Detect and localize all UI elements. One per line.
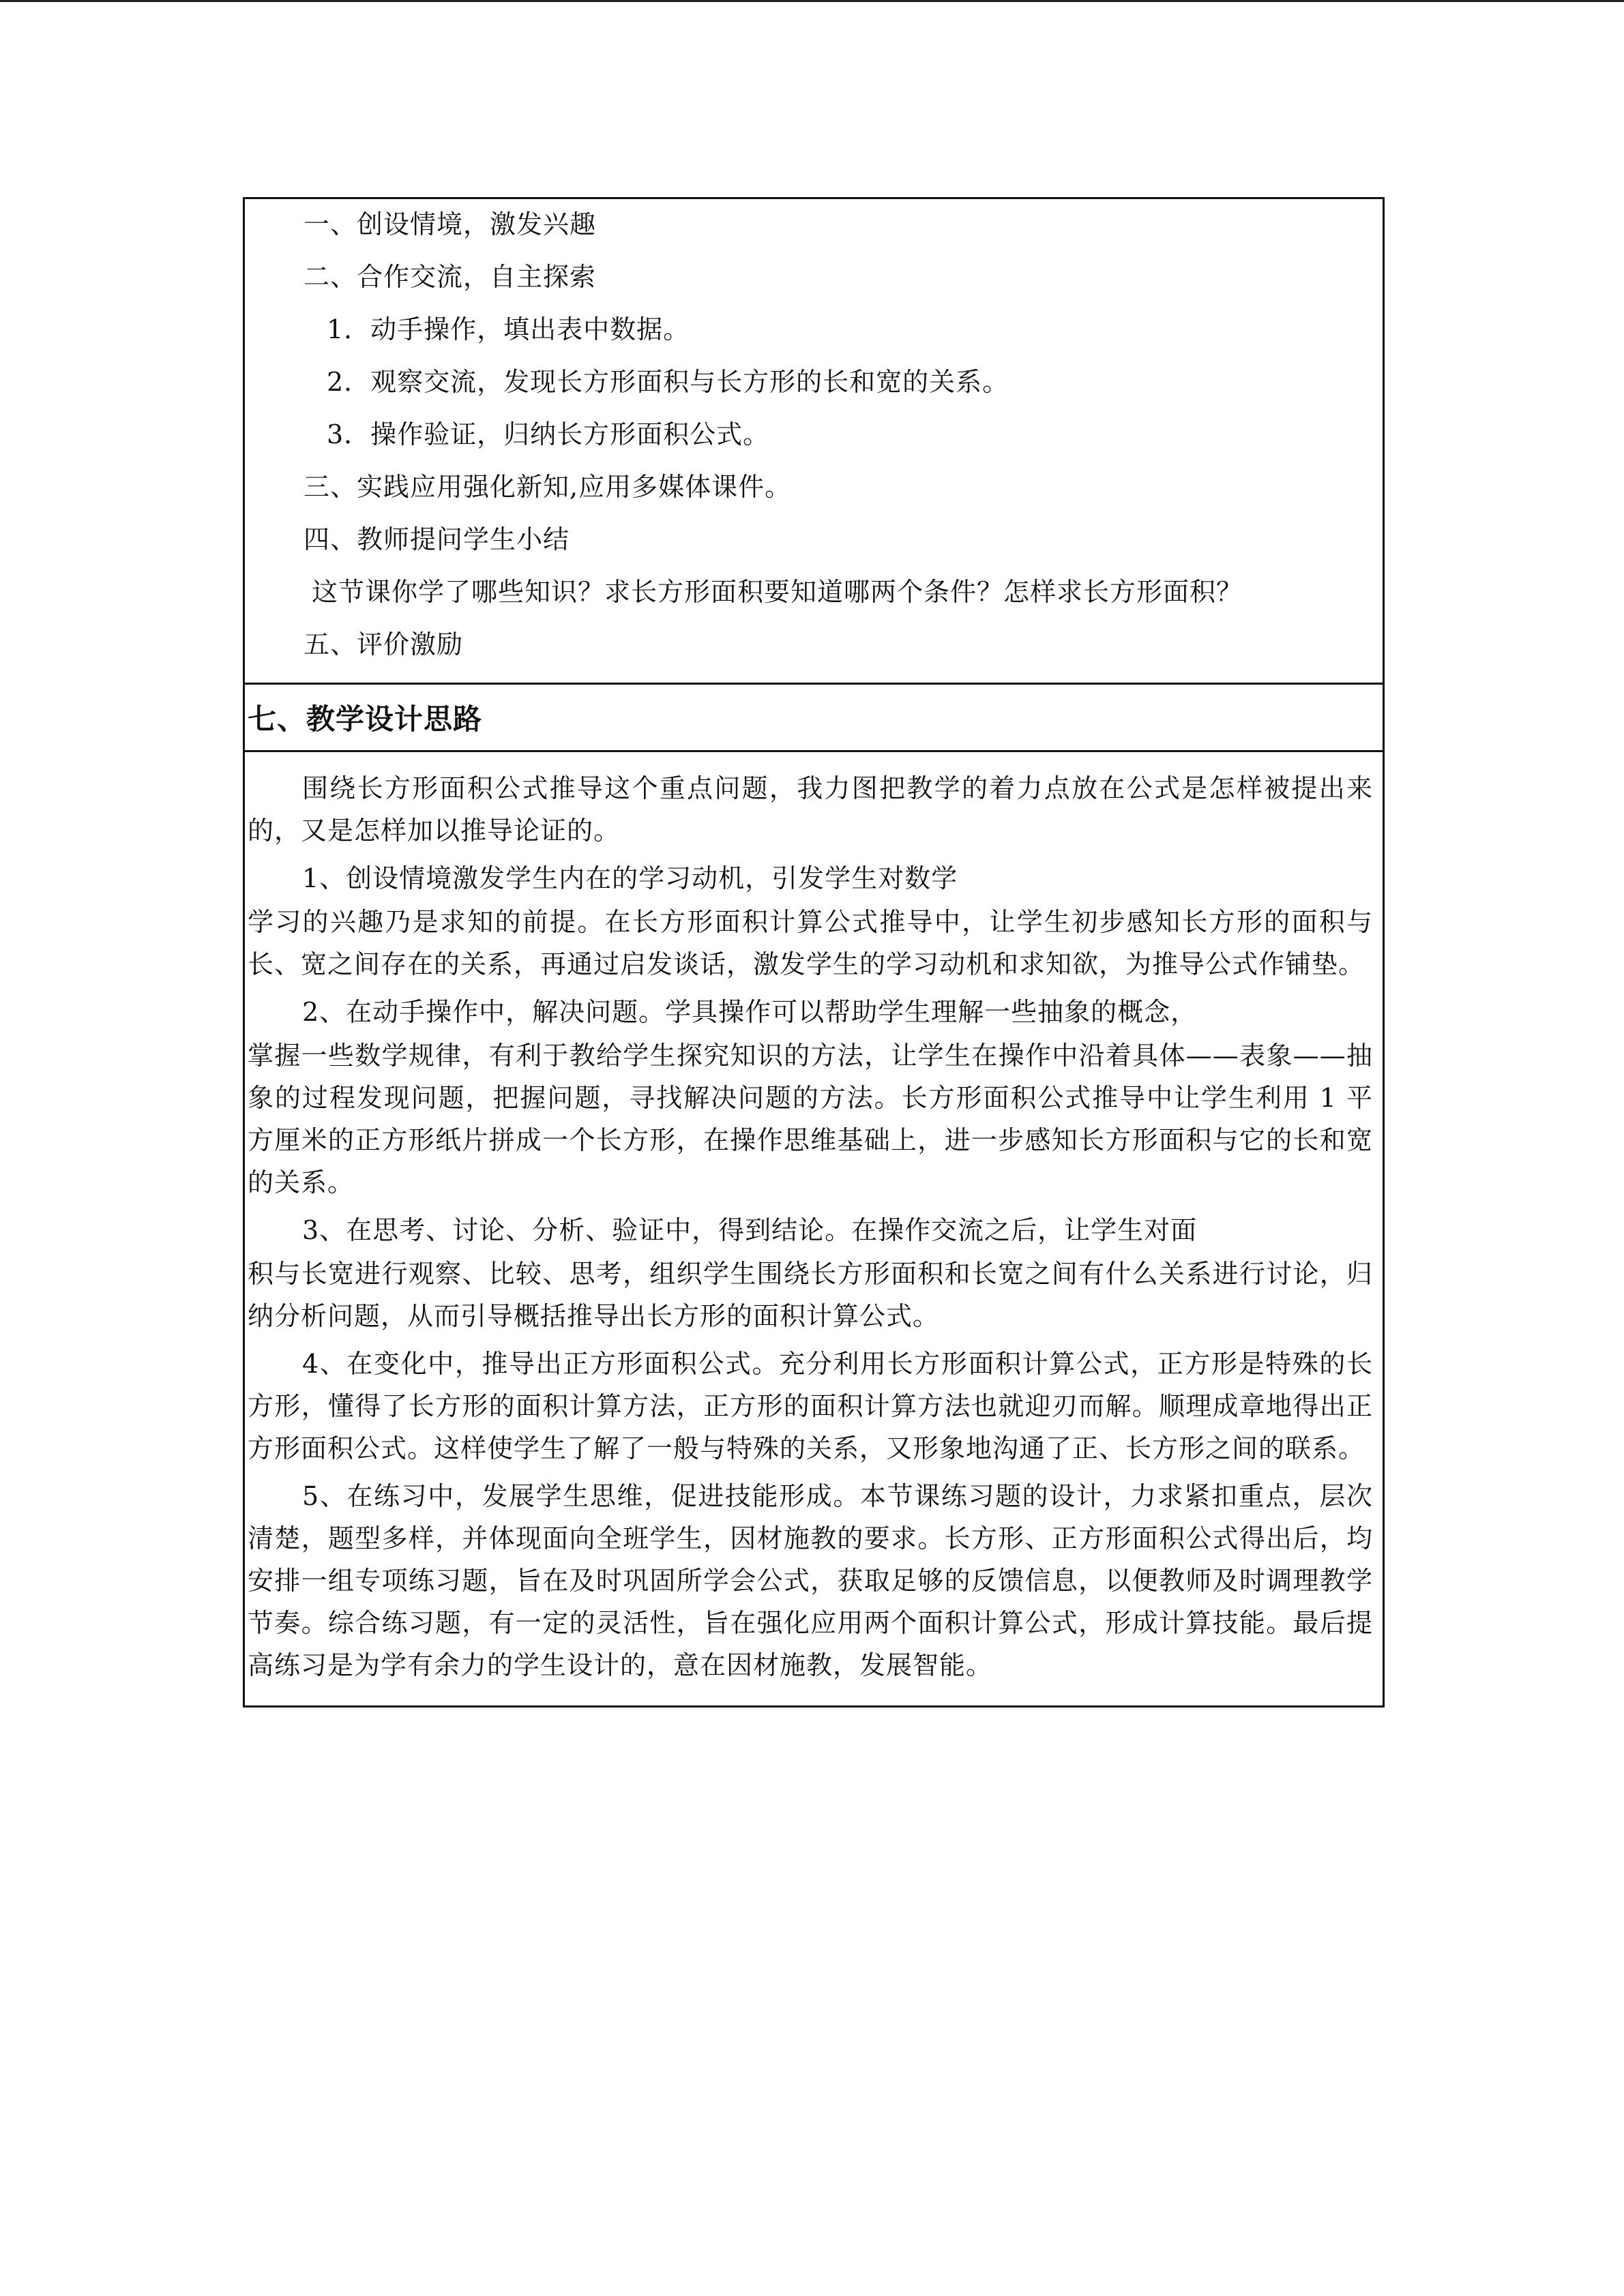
outline-item: 一、创设情境，激发兴趣 xyxy=(304,209,597,239)
outline-subitem: 3．操作验证，归纳长方形面积公式。 xyxy=(327,419,770,449)
outline-subitem: 2．观察交流，发现长方形面积与长方形的长和宽的关系。 xyxy=(327,367,1009,397)
closing-paragraph: 4、在变化中，推导出正方形面积公式。充分利用长方形面积计算公式，正方形是特殊的长方形，懂得了长方形的面积计算方法，正方形的面积计算方法也就迎刃而解。顺理成章地得出正方形面积公式。这样使学生了解了一般与特殊的关系，又形象地沟通了正、长方形之间的联系。 xyxy=(248,1349,1373,1463)
intro-paragraph: 围绕长方形面积公式推导这个重点问题，我力图把教学的着力点放在公式是怎样被提出来的，又是怎样加以推导论证的。 xyxy=(248,773,1373,846)
closing-paragraph: 5、在练习中，发展学生思维，促进技能形成。本节课练习题的设计，力求紧扣重点，层次清楚，题型多样，并体现面向全班学生，因材施教的要求。长方形、正方形面积公式得出后，均安排一组专项练习题，旨在及时巩固所学会公式，获取足够的反馈信息，以便教师及时调理教学节奏。综合练习题，有一定的灵活性，旨在强化应用两个面积计算公式，形成计算技能。最后提高练习是为学有余力的学生设计的，意在因材施教，发展智能。 xyxy=(248,1481,1373,1680)
lesson-plan-table xyxy=(243,197,1385,1708)
summary-questions: 这节课你学了哪些知识？求长方形面积要知道哪两个条件？怎样求长方形面积？ xyxy=(312,577,1243,607)
design-rationale-body xyxy=(245,752,1383,1705)
outline-item: 三、实践应用强化新知,应用多媒体课件。 xyxy=(304,472,792,502)
outline-subitem: 1．动手操作，填出表中数据。 xyxy=(327,314,690,344)
point-lead: 1、创设情境激发学生内在的学习动机，引发学生对数学 xyxy=(302,863,958,893)
point-body: 积与长宽进行观察、比较、思考，组织学生围绕长方形面积和长宽之间有什么关系进行讨论，归纳分析问题，从而引导概括推导出长方形的面积计算公式。 xyxy=(248,1259,1373,1331)
outline-item: 四、教师提问学生小结 xyxy=(304,524,570,554)
point-lead: 3、在思考、讨论、分析、验证中，得到结论。在操作交流之后，让学生对面 xyxy=(302,1215,1198,1245)
outline-item: 二、合作交流，自主探索 xyxy=(304,262,597,292)
outline-item: 五、评价激励 xyxy=(304,629,464,659)
page-top-border xyxy=(0,0,1624,2)
section-heading: 七、教学设计思路 xyxy=(245,685,1383,752)
point-body: 学习的兴趣乃是求知的前提。在长方形面积计算公式推导中，让学生初步感知长方形的面积与长、宽之间存在的关系，再通过启发谈话，激发学生的学习动机和求知欲，为推导公式作铺垫。 xyxy=(248,907,1373,979)
point-lead: 2、在动手操作中，解决问题。学具操作可以帮助学生理解一些抽象的概念， xyxy=(302,997,1198,1027)
point-body: 掌握一些数学规律，有利于教给学生探究知识的方法，让学生在操作中沿着具体——表象——抽象的过程发现问题，把握问题，寻找解决问题的方法。长方形面积公式推导中让学生利用 1 平方厘米的正方形纸片拼成一个长方形，在操作思维基础上，进一步感知长方形面积与它的长和宽的关系。 xyxy=(248,1041,1373,1197)
teaching-process-outline xyxy=(245,199,1383,685)
